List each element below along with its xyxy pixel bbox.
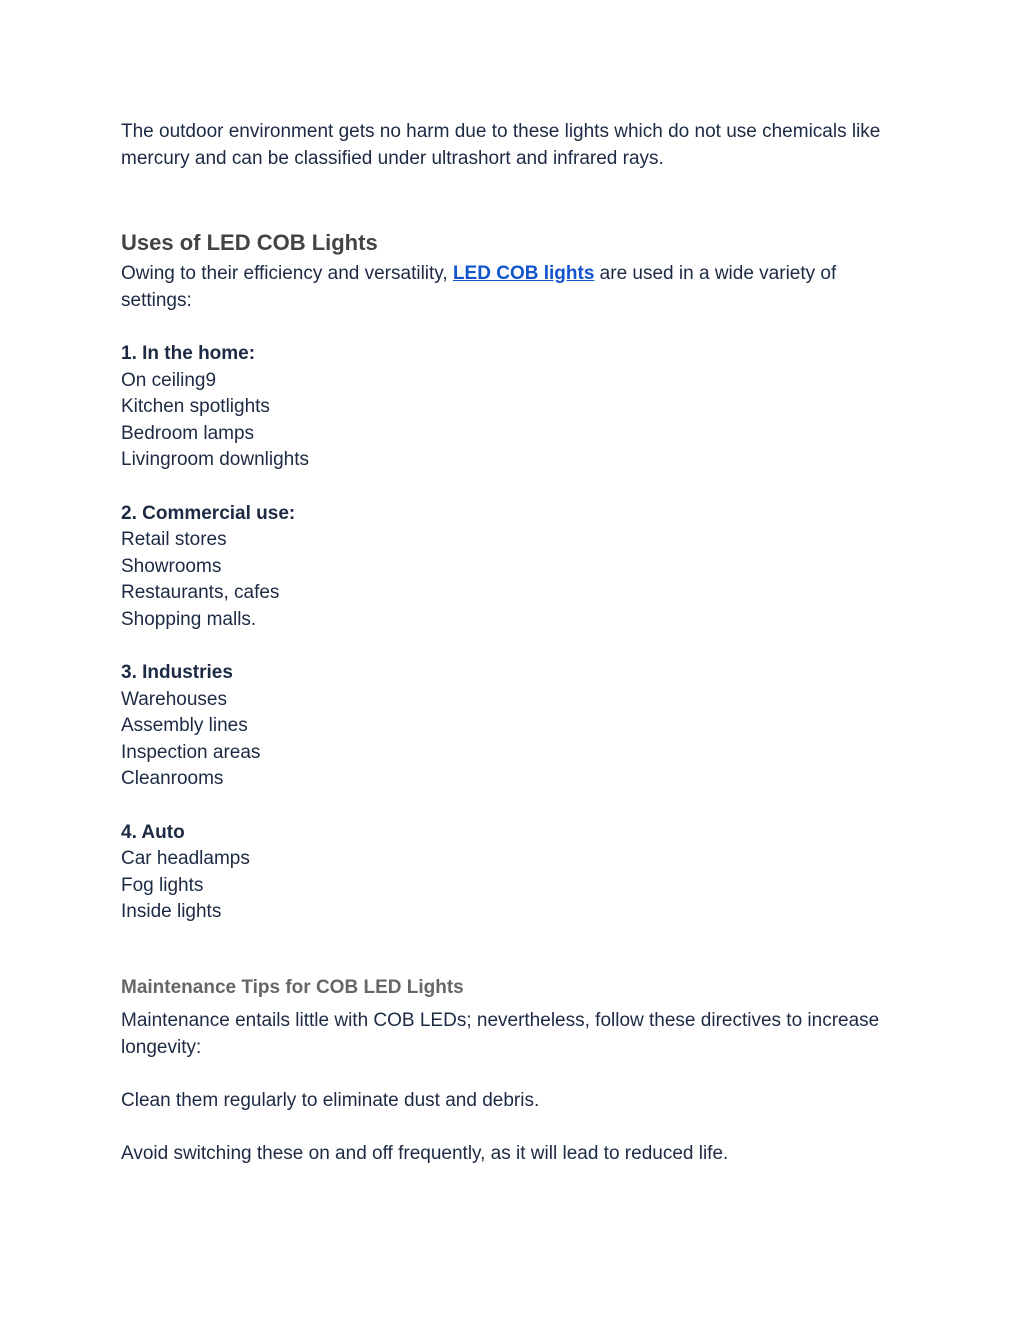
uses-lead-before: Owing to their efficiency and versatility,	[121, 263, 453, 285]
maintenance-tip: Clean them regularly to eliminate dust and debris.	[121, 1089, 540, 1111]
maintenance-intro: Maintenance entails little with COB LEDs; nevertheless, follow these directives to increase longevity:	[121, 1010, 880, 1058]
list-item: Fog lights	[121, 874, 204, 896]
maintenance-tip: Avoid switching these on and off frequently, as it will lead to reduced life.	[121, 1143, 729, 1164]
use-group-title: 4. Auto	[121, 821, 185, 843]
use-group-title: 2. Commercial use:	[121, 502, 296, 524]
use-group-title: 1. In the home:	[121, 342, 256, 364]
document-page	[121, 119, 911, 1194]
use-group-home	[121, 341, 911, 474]
list-item: Kitchen spotlights	[121, 396, 270, 418]
use-group-auto	[121, 820, 911, 926]
list-item: Livingroom downlights	[121, 449, 309, 471]
list-item: Bedroom lamps	[121, 422, 255, 444]
list-item: On ceiling9	[121, 369, 217, 391]
use-group-list	[121, 527, 911, 633]
uses-lead-after: are used in a wide variety of settings:	[121, 263, 837, 311]
uses-heading: Uses of LED COB Lights	[121, 230, 378, 256]
maintenance-heading: Maintenance Tips for COB LED Lights	[121, 977, 464, 999]
use-group-industries	[121, 660, 911, 793]
list-item: Showrooms	[121, 555, 222, 577]
list-item: Inspection areas	[121, 741, 261, 763]
list-item: Inside lights	[121, 901, 222, 923]
led-cob-lights-link[interactable]: LED COB lights	[452, 263, 595, 285]
use-group-list	[121, 687, 911, 793]
list-item: Restaurants, cafes	[121, 582, 280, 604]
use-group-list	[121, 368, 911, 474]
use-group-commercial	[121, 501, 911, 634]
list-item: Retail stores	[121, 529, 227, 551]
uses-lead-paragraph	[121, 261, 911, 314]
use-group-title: 3. Industries	[121, 662, 233, 684]
list-item: Car headlamps	[121, 848, 250, 870]
intro-paragraph: The outdoor environment gets no harm due to these lights which do not use chemicals like mercury and can be classified under ultrashort and infrared rays.	[121, 121, 881, 169]
use-group-list	[121, 846, 911, 926]
list-item: Shopping malls.	[121, 608, 257, 630]
list-item: Warehouses	[121, 688, 227, 710]
list-item: Cleanrooms	[121, 768, 224, 790]
list-item: Assembly lines	[121, 715, 248, 737]
